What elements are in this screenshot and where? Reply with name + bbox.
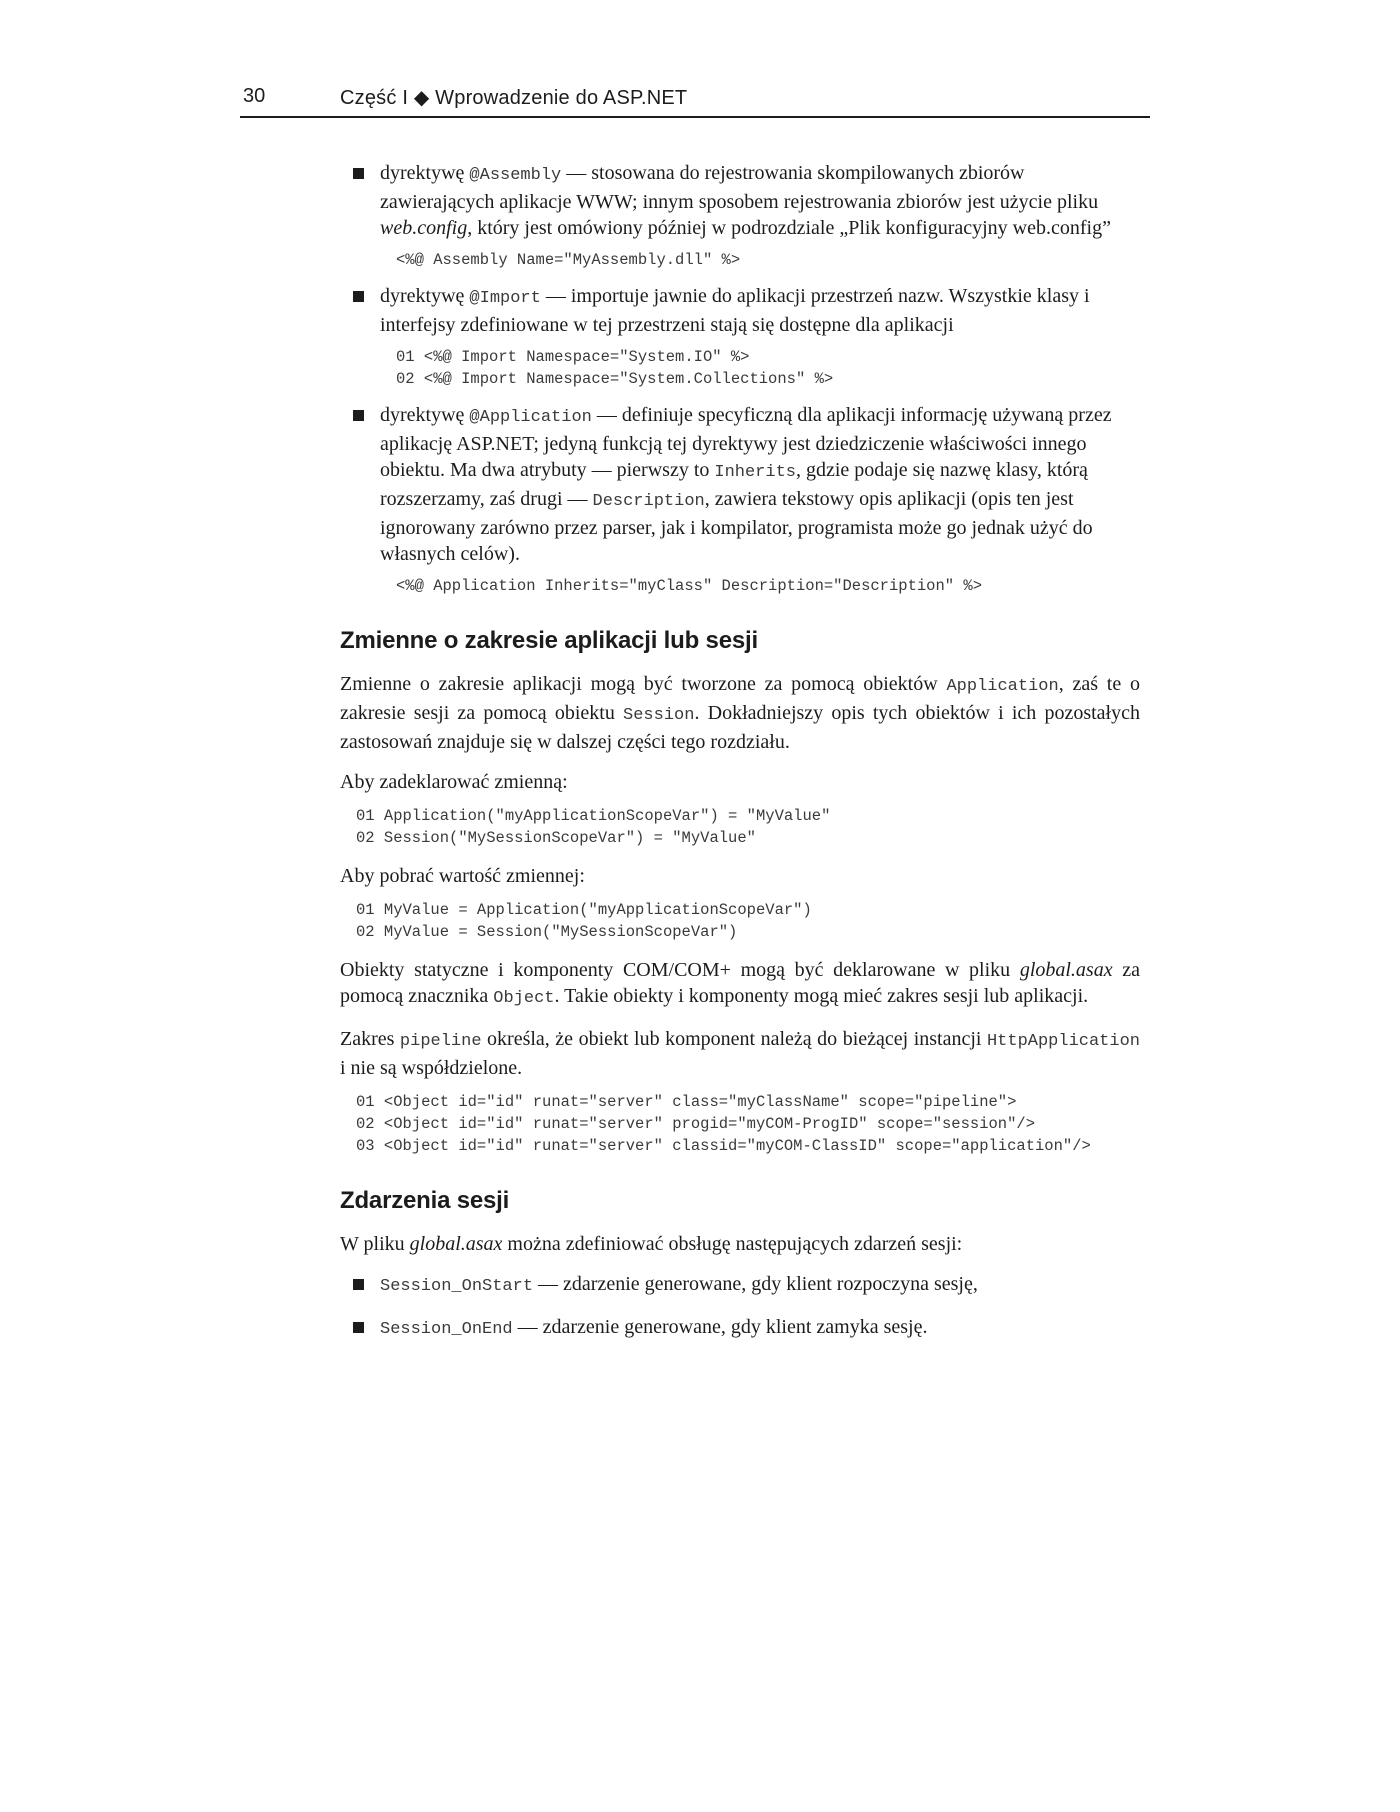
paragraph: W pliku global.asax można zdefiniować obsługę następujących zdarzeń sesji: — [340, 1233, 963, 1255]
inline-code: @Assembly — [469, 166, 562, 185]
bullet-import: dyrektywę @Import — importuje jawnie do aplikacji przestrzeń nazw. Wszystkie klasy i interfejsy zdefiniowane w tej przestrzeni stają się dostępne dla aplikacji — [340, 283, 1140, 338]
inline-code: Session_OnStart — [380, 1277, 534, 1296]
code-application: <%@ Application Inherits="myClass" Description="Description" %> — [396, 577, 982, 595]
bullet-square-icon — [353, 410, 364, 421]
inline-code: @Import — [469, 289, 541, 308]
code-object — [340, 1091, 1140, 1157]
code-line: 02 <Object id="id" runat="server" progid="myCOM-ProgID" scope="session"/> — [356, 1115, 1036, 1133]
paragraph: Aby pobrać wartość zmiennej: — [340, 865, 585, 887]
inline-code: Session — [623, 706, 695, 725]
inline-code: pipeline — [399, 1032, 482, 1051]
bullet-square-icon — [353, 1279, 364, 1290]
bullet-square-icon — [353, 1322, 364, 1333]
inline-code: Object — [493, 989, 555, 1008]
bullet-application: dyrektywę @Application — definiuje specyficzną dla aplikacji informację używaną przez aplikację ASP.NET; jedyną funkcją tej dyrektywy jest dziedziczenie właściwości innego obiektu. Ma dwa atrybuty — pierwszy to Inherits, gdzie podaje się nazwę klasy, którą rozszerzamy, zaś drugi — Description, zawiera tekstowy opis aplikacji (opis ten jest ignorowany zarówno przez parser, jak i kompilator, programista może go jednak użyć do własnych celów). — [340, 402, 1140, 567]
code-line: 02 MyValue = Session("MySessionScopeVar") — [356, 923, 738, 941]
paragraph: Zakres pipeline określa, że obiekt lub komponent należą do bieżącej instancji HttpApplication i nie są współdzielone. — [340, 1028, 1140, 1079]
code-line: 03 <Object id="id" runat="server" classid="myCOM-ClassID" scope="application"/> — [356, 1137, 1091, 1155]
bullet-session-onend: Session_OnEnd — zdarzenie generowane, gdy klient zamyka sesję. — [340, 1314, 1140, 1343]
code-line: 01 <%@ Import Namespace="System.IO" %> — [396, 348, 750, 366]
code-line: 01 Application("myApplicationScopeVar") = "MyValue" — [356, 807, 831, 825]
page-content — [340, 160, 1140, 1351]
paragraph: Aby zadeklarować zmienną: — [340, 771, 568, 793]
code-line: 02 <%@ Import Namespace="System.Collections" %> — [396, 370, 834, 388]
code-assembly: <%@ Assembly Name="MyAssembly.dll" %> — [396, 251, 741, 269]
code-line: 02 Session("MySessionScopeVar") = "MyValue" — [356, 829, 756, 847]
code-line: 01 MyValue = Application("myApplicationScopeVar") — [356, 901, 812, 919]
bullet-square-icon — [353, 291, 364, 302]
bullet-assembly: dyrektywę @Assembly — stosowana do rejestrowania skompilowanych zbiorów zawierających aplikacje WWW; innym sposobem rejestrowania zbiorów jest użycie pliku web.config, który jest omówiony później w podrozdziale „Plik konfiguracyjny web.config” — [340, 160, 1140, 241]
running-head: Część I ◆ Wprowadzenie do ASP.NET — [340, 87, 688, 109]
inline-code: Description — [592, 492, 705, 511]
inline-code: Application — [946, 677, 1059, 696]
section-heading: Zmienne o zakresie aplikacji lub sesji — [340, 627, 758, 654]
inline-code: HttpApplication — [986, 1032, 1140, 1051]
bullet-square-icon — [353, 168, 364, 179]
code-line: 01 <Object id="id" runat="server" class="myClassName" scope="pipeline"> — [356, 1093, 1017, 1111]
page-header — [240, 82, 1150, 118]
page-number: 30 — [243, 85, 266, 107]
bullet-session-onstart: Session_OnStart — zdarzenie generowane, gdy klient rozpoczyna sesję, — [340, 1271, 1140, 1300]
inline-code: Session_OnEnd — [380, 1320, 513, 1339]
code-get — [340, 899, 1140, 943]
code-declare — [340, 805, 1140, 849]
paragraph: Obiekty statyczne i komponenty COM/COM+ mogą być deklarowane w pliku global.asax za pomocą znacznika Object. Takie obiekty i komponenty mogą mieć zakres sesji lub aplikacji. — [340, 959, 1140, 1008]
section-heading: Zdarzenia sesji — [340, 1187, 510, 1214]
inline-code: @Application — [469, 408, 592, 427]
paragraph: Zmienne o zakresie aplikacji mogą być tworzone za pomocą obiektów Application, zaś te o zakresie sesji za pomocą obiektu Session. Dokładniejszy opis tych obiektów i ich pozostałych zastosowań znajduje się w dalszej części tego rozdziału. — [340, 673, 1140, 753]
code-import — [340, 346, 1140, 390]
inline-code: Inherits — [714, 463, 796, 482]
